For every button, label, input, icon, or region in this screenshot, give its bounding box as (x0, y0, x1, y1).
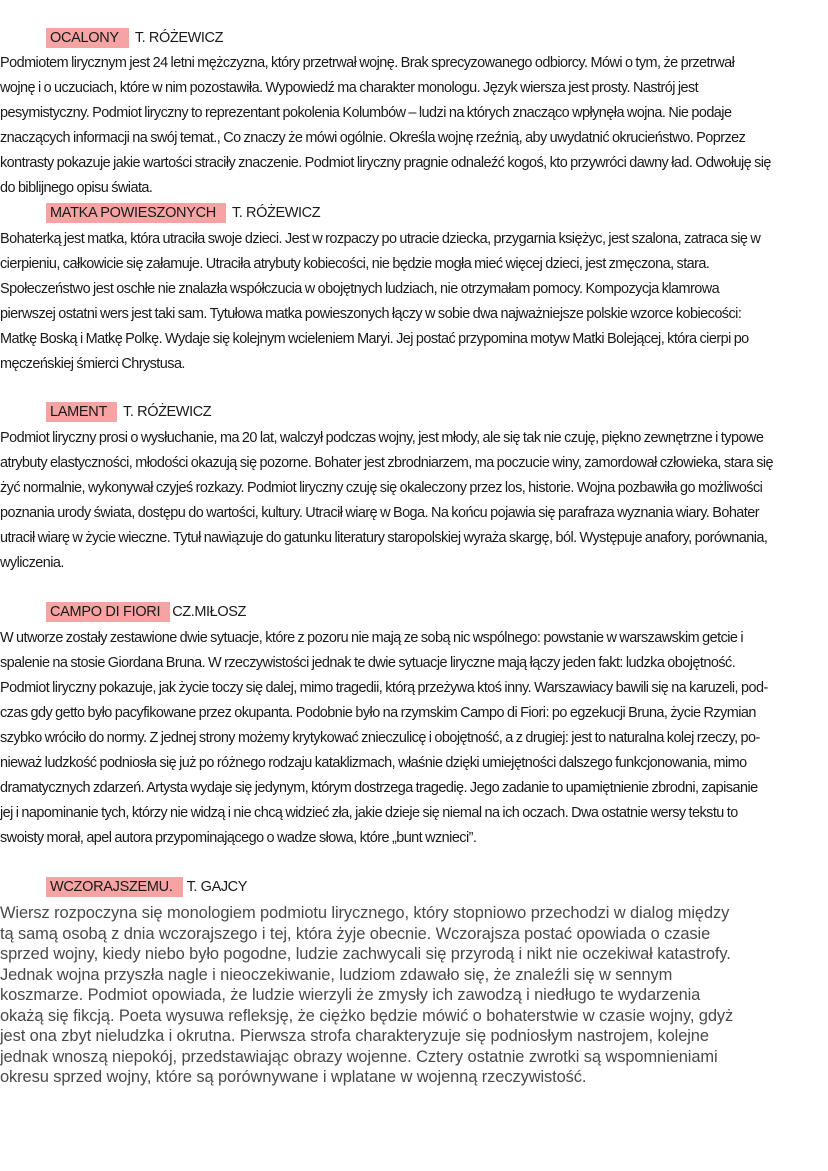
text-line: wyliczenia. (0, 555, 64, 571)
text-line: nieważ ludzkość podniosła się już po różnego rodzaju kataklizmach, właśnie dzięki umiejętności dalszego funkcjonowania, mimo (0, 755, 747, 771)
poem-title-highlight: LAMENT (46, 402, 117, 422)
author-name: T. RÓŻEWICZ (123, 404, 212, 420)
text-line: kontrasty pokazuje jakie wartości straciły znaczenie. Podmiot liryczny pragnie odnaleźć kogoś, kto przywróci dawny ład. Odwołuję się (0, 155, 771, 171)
text-line: cierpieniu, całkowicie się załamuje. Utraciła atrybuty kobiecości, nie będzie mogła mieć więcej dzieci, jest zmęczona, stara. (0, 256, 710, 272)
text-line: Bohaterką jest matka, która utraciła swoje dzieci. Jest w rozpaczy po utracie dziecka, przygarnia księżyc, jest szalona, zatraca się w (0, 231, 761, 247)
text-line: okażą się fikcją. Poeta wysuwa refleksję, że ciężko będzie mówić o bohaterstwie w czasie wojny, gdyż (0, 1006, 734, 1025)
poem-title-highlight: OCALONY (46, 28, 129, 48)
section-heading-ocalony (46, 27, 223, 49)
text-line: atrybuty elastyczności, młodości okazują się pozorne. Bohater jest zbrodniarzem, ma poczucie winy, zamordował człowieka, stara się (0, 455, 774, 471)
text-line: Wiersz rozpoczyna się monologiem podmiotu lirycznego, który stopniowo przechodzi w dialog między (0, 904, 730, 922)
author-name: T. RÓŻEWICZ (134, 30, 224, 46)
poem-title-highlight: MATKA POWIESZONYCH (46, 203, 226, 223)
section-body-lament (0, 426, 828, 576)
text-line: wojnę i o uczuciach, które w nim pozostawiła. Wypowiedź ma charakter monologu. Język wiersza jest prosty. Nastrój jest (0, 80, 699, 96)
section-heading-lament (46, 401, 211, 423)
text-line: szybko wróciło do normy. Z jednej strony możemy krytykować znieczulicę i obojętność, a z drugiej: jest to naturalna kolej rzeczy, po- (0, 730, 760, 746)
text-line: pierwszej ostatni wers jest taki sam. Tytułowa matka powieszonych łączy w sobie dwa najważniejsze polskie wzorce kobiecości: (0, 306, 742, 322)
section-heading-wczorajszemu (46, 876, 247, 898)
section-heading-matka-powieszonych (46, 202, 320, 224)
text-line: Podmiot liryczny pokazuje, jak życie toczy się dalej, mimo tragedii, którą przeżywa ktoś inny. Warszawiacy bawili się na karuzeli, pod- (0, 680, 768, 696)
author-name: CZ.MIŁOSZ (172, 604, 246, 620)
text-line: jej i napominanie tych, którzy nie widzą i nie chcą widzieć zła, jakie dzieje się niemal na ich oczach. Dwa ostatnie wersy tekstu to (0, 805, 738, 821)
text-line: jednak wnoszą niepokój, przedstawiając obrazy wojenne. Cztery ostatnie zwrotki są wspomnieniami (0, 1047, 718, 1066)
text-line: poznania urody świata, dostępu do wartości, kultury. Utracił wiarę w Boga. Na końcu pojawia się parafraza wyznania wiary. Bohater (0, 505, 760, 521)
text-line: jest ona zbyt nieludzka i okrutna. Pierwsza strofa charakteryzuje się podniosłym nastrojem, kolejne (0, 1027, 709, 1045)
author-name: T. GAJCY (186, 879, 248, 895)
text-line: utracił wiarę w życie wieczne. Tytuł nawiązuje do gatunku literatury staropolskiej wyraża skargę, ból. Występuje anafory, porównania, (0, 530, 768, 546)
text-line: koszmarze. Podmiot opowiada, że ludzie wierzyli że zmysły ich zawodzą i niedługo te wydarzenia (0, 986, 701, 1004)
section-body-ocalony (0, 51, 828, 201)
author-name: T. RÓŻEWICZ (231, 205, 321, 221)
section-body-matka-powieszonych (0, 227, 828, 377)
section-body-campo-di-fiori (0, 626, 828, 851)
text-line: sprzed wojny, kiedy niebo było pogodne, ludzie zachwycali się przyrodą i nikt nie oczekiwał katastrofy. (0, 945, 731, 963)
text-line: okresu sprzed wojny, które są porównywane i wplatane w wojenną rzeczywistość. (0, 1068, 587, 1086)
text-line: męczeńskiej śmierci Chrystusa. (0, 356, 185, 372)
text-line: swoisty morał, apel autora przypominającego o wadze słowa, które „bunt wznieci”. (0, 830, 477, 846)
text-line: Społeczeństwo jest oschłe nie znalazła współczucia w obojętnych ludziach, nie otrzymałam pomocy. Kompozycja klamrowa (0, 281, 720, 297)
poem-title-highlight: WCZORAJSZEMU. (46, 877, 183, 897)
text-line: W utworze zostały zestawione dwie sytuacje, które z pozoru nie mają ze sobą nic wspólnego: powstanie w warszawskim getcie i (0, 630, 744, 646)
poem-title-highlight: CAMPO DI FIORI (46, 602, 170, 622)
text-line: znaczących informacji na swój temat., Co znaczy że mówi ogólnie. Określa wojnę rzeźnią, aby uwydatnić okrucieństwo. Poprzez (0, 130, 746, 146)
text-line: spalenie na stosie Giordana Bruna. W rzeczywistości jednak te dwie sytuacje liryczne mają łączy jeden fakt: ludzka obojętność. (0, 655, 736, 671)
text-line: Jednak wojna przyszła nagle i nieoczekiwanie, ludziom zdawało się, że znaleźli się w sennym (0, 965, 673, 984)
text-line: do biblijnego opisu świata. (0, 180, 153, 196)
text-line: dramatycznych zdarzeń. Artysta wydaje się jedynym, którym dostrzega tragedię. Jego zadanie to upamiętnienie zbrodni, zapisanie (0, 780, 758, 796)
text-line: żyć normalnie, wykonywał czyjeś rozkazy. Podmiot liryczny czuję się okaleczony przez los, historie. Wojna pozbawiła go możliwości (0, 480, 763, 496)
text-line: Podmiotem lirycznym jest 24 letni mężczyzna, który przetrwał wojnę. Brak sprecyzowanego odbiorcy. Mówi o tym, że przetrwał (0, 55, 735, 71)
text-line: czas gdy getto było pacyfikowane przez okupanta. Podobnie było na rzymskim Campo di Fiori: po egzekucji Bruna, życie Rzymian (0, 705, 756, 721)
text-line: Podmiot liryczny prosi o wysłuchanie, ma 20 lat, walczył podczas wojny, jest młody, ale się tak nie czuję, piękno zewnętrzne i typowe (0, 430, 764, 446)
section-heading-campo-di-fiori (46, 601, 246, 623)
text-line: tą samą osobą z dnia wczorajszego i tej, która żyje obecnie. Wczorajsza postać opowiada o czasie (0, 924, 711, 943)
text-line: pesymistyczny. Podmiot liryczny to reprezentant pokolenia Kolumbów – ludzi na których znacząco wpłynęła wojna. Nie podaje (0, 105, 732, 121)
section-body-wczorajszemu (0, 903, 828, 1088)
text-line: Matkę Boską i Matkę Polkę. Wydaje się kolejnym wcieleniem Maryi. Jej postać przypomina motyw Matki Bolejącej, która cierpi po (0, 331, 749, 347)
